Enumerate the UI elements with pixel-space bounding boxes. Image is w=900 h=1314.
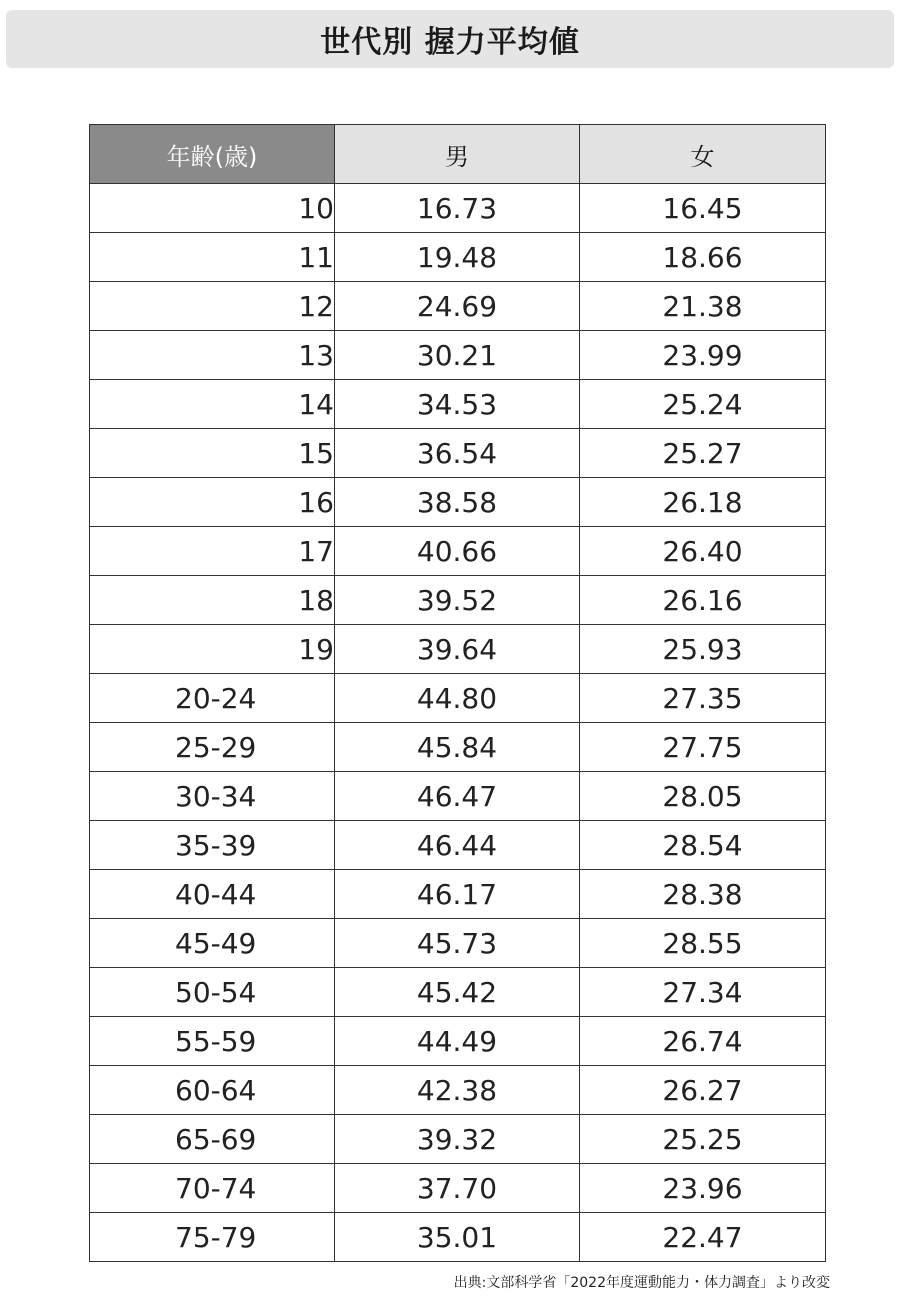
table-row <box>90 478 826 527</box>
age-cell: 19 <box>90 625 335 674</box>
age-cell: 65-69 <box>90 1115 335 1164</box>
title-bar <box>6 10 894 68</box>
female-value-cell: 21.38 <box>580 282 826 331</box>
age-cell: 75-79 <box>90 1213 335 1262</box>
male-value-cell: 30.21 <box>335 331 580 380</box>
age-cell: 25-29 <box>90 723 335 772</box>
table-row <box>90 723 826 772</box>
male-value-cell: 34.53 <box>335 380 580 429</box>
female-value-cell: 26.74 <box>580 1017 826 1066</box>
male-value-cell: 46.44 <box>335 821 580 870</box>
female-value-cell: 26.18 <box>580 478 826 527</box>
female-value-cell: 26.40 <box>580 527 826 576</box>
male-value-cell: 45.42 <box>335 968 580 1017</box>
male-value-cell: 16.73 <box>335 184 580 233</box>
age-cell: 14 <box>90 380 335 429</box>
male-value-cell: 24.69 <box>335 282 580 331</box>
male-value-cell: 36.54 <box>335 429 580 478</box>
page-title: 世代別 握力平均値 <box>320 25 580 60</box>
female-value-cell: 22.47 <box>580 1213 826 1262</box>
female-value-cell: 18.66 <box>580 233 826 282</box>
female-value-cell: 25.27 <box>580 429 826 478</box>
female-value-cell: 26.27 <box>580 1066 826 1115</box>
male-value-cell: 44.49 <box>335 1017 580 1066</box>
male-value-cell: 39.32 <box>335 1115 580 1164</box>
table-row <box>90 1164 826 1213</box>
female-value-cell: 28.38 <box>580 870 826 919</box>
table-row <box>90 429 826 478</box>
source-note: 出典:文部科学省「2022年度運動能力・体力調査」より改変 <box>453 1275 830 1291</box>
male-value-cell: 19.48 <box>335 233 580 282</box>
grip-strength-table <box>89 124 826 1262</box>
table-row <box>90 1115 826 1164</box>
female-value-cell: 23.99 <box>580 331 826 380</box>
table-row <box>90 821 826 870</box>
table-row <box>90 1213 826 1262</box>
age-cell: 45-49 <box>90 919 335 968</box>
table-row <box>90 968 826 1017</box>
male-value-cell: 35.01 <box>335 1213 580 1262</box>
female-value-cell: 26.16 <box>580 576 826 625</box>
age-cell: 70-74 <box>90 1164 335 1213</box>
header-age: 年齢(歳) <box>90 125 335 184</box>
female-value-cell: 27.75 <box>580 723 826 772</box>
male-value-cell: 38.58 <box>335 478 580 527</box>
female-value-cell: 16.45 <box>580 184 826 233</box>
female-value-cell: 25.93 <box>580 625 826 674</box>
age-cell: 55-59 <box>90 1017 335 1066</box>
age-cell: 12 <box>90 282 335 331</box>
male-value-cell: 45.84 <box>335 723 580 772</box>
female-value-cell: 27.34 <box>580 968 826 1017</box>
age-cell: 20-24 <box>90 674 335 723</box>
male-value-cell: 40.66 <box>335 527 580 576</box>
male-value-cell: 45.73 <box>335 919 580 968</box>
table-row <box>90 625 826 674</box>
male-value-cell: 39.52 <box>335 576 580 625</box>
age-cell: 40-44 <box>90 870 335 919</box>
table-row <box>90 380 826 429</box>
female-value-cell: 23.96 <box>580 1164 826 1213</box>
female-value-cell: 27.35 <box>580 674 826 723</box>
table-row <box>90 1017 826 1066</box>
male-value-cell: 46.47 <box>335 772 580 821</box>
age-cell: 50-54 <box>90 968 335 1017</box>
table-row <box>90 282 826 331</box>
header-row <box>90 125 826 184</box>
table-row <box>90 576 826 625</box>
age-cell: 11 <box>90 233 335 282</box>
header-male: 男 <box>335 125 580 184</box>
age-cell: 60-64 <box>90 1066 335 1115</box>
age-cell: 18 <box>90 576 335 625</box>
female-value-cell: 28.54 <box>580 821 826 870</box>
male-value-cell: 46.17 <box>335 870 580 919</box>
age-cell: 10 <box>90 184 335 233</box>
female-value-cell: 25.25 <box>580 1115 826 1164</box>
age-cell: 15 <box>90 429 335 478</box>
female-value-cell: 28.05 <box>580 772 826 821</box>
table-row <box>90 331 826 380</box>
female-value-cell: 25.24 <box>580 380 826 429</box>
age-cell: 17 <box>90 527 335 576</box>
age-cell: 16 <box>90 478 335 527</box>
table-row <box>90 674 826 723</box>
male-value-cell: 42.38 <box>335 1066 580 1115</box>
table-row <box>90 184 826 233</box>
table-row <box>90 1066 826 1115</box>
table-row <box>90 527 826 576</box>
male-value-cell: 39.64 <box>335 625 580 674</box>
age-cell: 35-39 <box>90 821 335 870</box>
table-row <box>90 233 826 282</box>
male-value-cell: 37.70 <box>335 1164 580 1213</box>
male-value-cell: 44.80 <box>335 674 580 723</box>
female-value-cell: 28.55 <box>580 919 826 968</box>
table-row <box>90 870 826 919</box>
table-row <box>90 772 826 821</box>
table-row <box>90 919 826 968</box>
age-cell: 13 <box>90 331 335 380</box>
header-female: 女 <box>580 125 826 184</box>
age-cell: 30-34 <box>90 772 335 821</box>
